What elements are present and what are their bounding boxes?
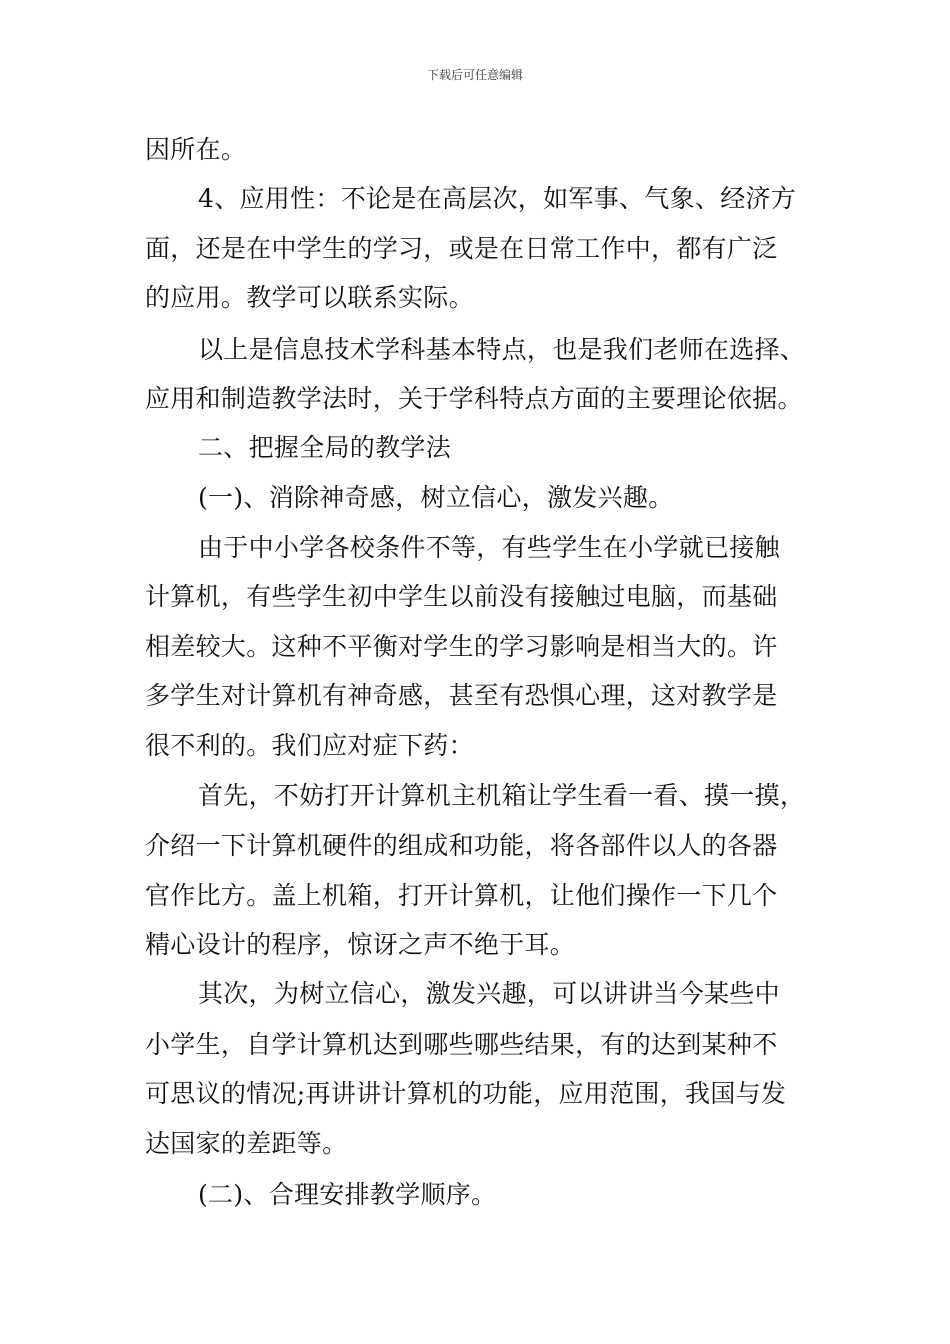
text-line: 应用和制造教学法时，关于学科特点方面的主要理论依据。 <box>145 384 803 413</box>
text-line: 多学生对计算机有神奇感，甚至有恐惧心理，这对教学是 <box>145 681 778 710</box>
text-line: 4、应用性：不论是在高层次，如军事、气象、经济方 <box>198 184 797 213</box>
subsection-heading: (一)、消除神奇感，树立信心，激发兴趣。 <box>198 483 674 512</box>
text-line: 很不利的。我们应对症下药： <box>145 731 474 760</box>
text-line: 首先，不妨打开计算机主机箱让学生看一看、摸一摸， <box>198 781 806 810</box>
text-line: 相差较大。这种不平衡对学生的学习影响是相当大的。许 <box>145 632 778 661</box>
text-line: 计算机，有些学生初中学生以前没有接触过电脑，而基础 <box>145 582 778 611</box>
text-line: 的应用。教学可以联系实际。 <box>145 283 474 312</box>
text-line: 面，还是在中学生的学习，或是在日常工作中，都有广泛 <box>145 234 778 263</box>
text-line: 官作比方。盖上机箱，打开计算机，让他们操作一下几个 <box>145 881 778 910</box>
text-line: 由于中小学各校条件不等，有些学生在小学就已接触 <box>198 533 780 562</box>
text-line: 其次，为树立信心，激发兴趣，可以讲讲当今某些中 <box>198 979 780 1008</box>
page-header-note: 下载后可任意编辑 <box>426 68 523 82</box>
text-line: 达国家的差距等。 <box>145 1129 348 1158</box>
text-line: 小学生，自学计算机达到哪些哪些结果，有的达到某种不 <box>145 1030 778 1059</box>
text-line: 以上是信息技术学科基本特点，也是我们老师在选择、 <box>198 335 806 364</box>
section-heading: 二、把握全局的教学法 <box>198 433 452 462</box>
text-line: 因所在。 <box>145 135 247 164</box>
text-line: 可思议的情况;再讲讲计算机的功能，应用范围，我国与发 <box>145 1079 787 1108</box>
subsection-heading: (二)、合理安排教学顺序。 <box>198 1180 497 1209</box>
text-line: 精心设计的程序，惊讶之声不绝于耳。 <box>145 930 576 959</box>
text-line: 介绍一下计算机硬件的组成和功能，将各部件以人的各器 <box>145 831 778 860</box>
